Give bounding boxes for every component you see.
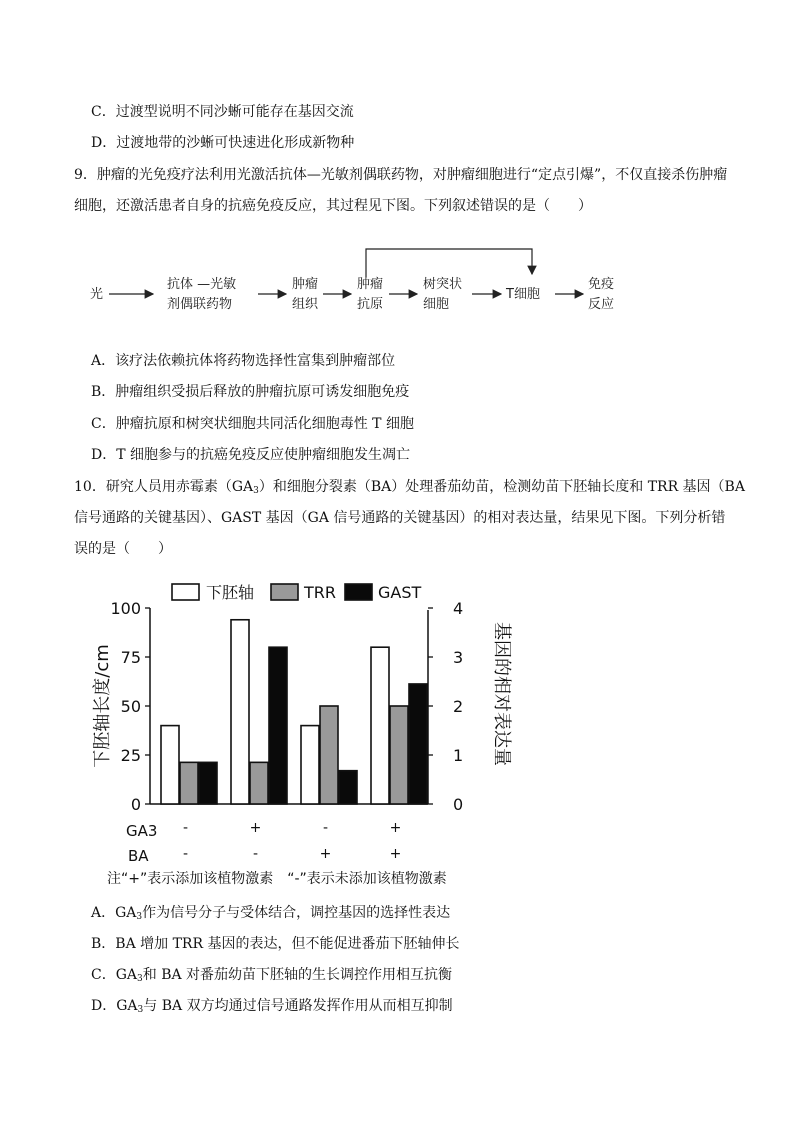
node-light: 光 bbox=[90, 287, 104, 302]
q10-option-c-sub: 3 bbox=[137, 974, 143, 984]
q10-option-a-sub: 3 bbox=[136, 912, 143, 922]
node-antigen-line2: 抗原 bbox=[357, 297, 384, 312]
q8-option-d: D．过渡地带的沙蜥可快速进化形成新物种 bbox=[91, 135, 355, 151]
left-tick-label: 100 bbox=[110, 599, 141, 618]
q10-option-b: B．BA 增加 TRR 基因的表达，但不能促进番茄下胚轴伸长 bbox=[91, 936, 460, 952]
q10-option-c bbox=[91, 965, 452, 985]
q10-stem-line1-a: 10．研究人员用赤霉素（GA bbox=[74, 479, 254, 495]
node-immune-line2: 反应 bbox=[588, 297, 615, 312]
q9-option-d: D．T 细胞参与的抗癌免疫反应使肿瘤细胞发生凋亡 bbox=[91, 447, 411, 463]
bar-trr bbox=[320, 706, 338, 804]
node-immune-line1: 免疫 bbox=[588, 277, 615, 292]
bar-gast bbox=[409, 684, 427, 804]
left-tick-label: 50 bbox=[120, 697, 141, 716]
node-drug-line1: 抗体 —光敏 bbox=[167, 277, 237, 292]
q10-stem-line3: 误的是（ ） bbox=[74, 541, 172, 557]
ba-sign: + bbox=[319, 846, 332, 862]
right-tick-label: 3 bbox=[453, 648, 464, 667]
bars bbox=[161, 620, 427, 804]
ga3-sign: - bbox=[322, 820, 329, 836]
left-tick-label: 75 bbox=[120, 648, 141, 667]
bar-trr bbox=[180, 762, 198, 804]
node-antigen-line1: 肿瘤 bbox=[357, 277, 384, 292]
q10-stem-line1-sub: 3 bbox=[253, 486, 259, 496]
ga3-sign: + bbox=[249, 820, 262, 836]
bar-hypocotyl bbox=[371, 647, 389, 804]
q10-stem-line1-b: ）和细胞分裂素（BA）处理番茄幼苗，检测幼苗下胚轴长度和 TRR 基因（BA bbox=[258, 479, 745, 495]
bar-hypocotyl bbox=[231, 620, 249, 804]
ga3-sign: + bbox=[389, 820, 402, 836]
left-ticks bbox=[110, 599, 150, 814]
row-label-ga3: GA3 bbox=[126, 822, 158, 840]
q10-option-d-sub: 3 bbox=[137, 1005, 144, 1015]
bar-gast bbox=[339, 771, 357, 804]
row-label-ba: BA bbox=[128, 847, 149, 865]
q10-option-c-pre: C．GA bbox=[91, 967, 138, 983]
right-tick-label: 0 bbox=[453, 795, 464, 814]
node-dendritic-line2: 细胞 bbox=[423, 297, 450, 312]
chart-note: 注“+”表示添加该植物激素 “-”表示未添加该植物激素 bbox=[107, 871, 447, 887]
legend-label-hypocotyl: 下胚轴 bbox=[206, 583, 255, 602]
q10-option-d-post: 与 BA 双方均通过信号通路发挥作用从而相互抑制 bbox=[143, 998, 453, 1014]
bar-gast bbox=[269, 647, 287, 804]
bar-trr bbox=[250, 762, 268, 804]
q9-stem-line2: 细胞，还激活患者自身的抗癌免疫反应，其过程见下图。下列叙述错误的是（ ） bbox=[74, 198, 592, 214]
left-tick-label: 25 bbox=[120, 746, 141, 765]
q9-option-a: A．该疗法依赖抗体将药物选择性富集到肿瘤部位 bbox=[91, 353, 396, 369]
node-tcell: T细胞 bbox=[506, 287, 540, 302]
q10-option-d bbox=[91, 996, 453, 1016]
legend-swatch-gast bbox=[345, 584, 372, 600]
ba-sign: - bbox=[252, 846, 259, 862]
right-ticks bbox=[428, 599, 463, 814]
right-axis-title: 基因的相对表达量 bbox=[491, 622, 512, 766]
bar-trr bbox=[390, 706, 408, 804]
treatment-signs bbox=[183, 820, 401, 862]
q10-option-a bbox=[91, 903, 450, 923]
node-dendritic-line1: 树突状 bbox=[423, 277, 463, 292]
ba-sign: - bbox=[182, 846, 189, 862]
q10-option-a-post: 作为信号分子与受体结合，调控基因的选择性表达 bbox=[142, 905, 451, 921]
legend-label-gast: GAST bbox=[378, 583, 422, 602]
bar-hypocotyl bbox=[301, 726, 319, 804]
bar-hypocotyl bbox=[161, 726, 179, 804]
right-tick-label: 1 bbox=[453, 746, 464, 765]
legend-label-trr: TRR bbox=[304, 583, 337, 602]
legend-swatch-hypocotyl bbox=[172, 584, 199, 600]
node-drug-line2: 剂偶联药物 bbox=[167, 297, 233, 312]
q9-option-b: B．肿瘤组织受损后释放的肿瘤抗原可诱发细胞免疫 bbox=[91, 384, 410, 400]
right-tick-label: 4 bbox=[453, 599, 464, 618]
left-tick-label: 0 bbox=[130, 795, 141, 814]
q9-option-c: C．肿瘤抗原和树突状细胞共同活化细胞毒性 T 细胞 bbox=[91, 416, 414, 432]
legend-swatch-trr bbox=[271, 584, 298, 600]
ba-sign: + bbox=[389, 846, 402, 862]
q10-option-c-post: 和 BA 对番茄幼苗下胚轴的生长调控作用相互抗衡 bbox=[142, 967, 453, 983]
ga3-sign: - bbox=[182, 820, 189, 836]
node-tumor-tissue-line2: 组织 bbox=[292, 297, 319, 312]
q10-option-a-pre: A．GA bbox=[91, 905, 137, 921]
right-tick-label: 2 bbox=[453, 697, 464, 716]
bar-gast bbox=[199, 762, 217, 804]
q9-stem-line1: 9．肿瘤的光免疫疗法利用光激活抗体—光敏剂偶联药物，对肿瘤细胞进行“定点引爆”，不仅直接杀伤肿瘤 bbox=[74, 167, 728, 183]
left-axis-title: 下胚轴长度/cm bbox=[92, 644, 113, 768]
q10-stem-line2: 信号通路的关键基因）、GAST 基因（GA 信号通路的关键基因）的相对表达量，结果见下图。下列分析错 bbox=[74, 510, 726, 526]
q10-option-d-pre: D．GA bbox=[91, 998, 138, 1014]
q8-option-c: C．过渡型说明不同沙蜥可能存在基因交流 bbox=[91, 104, 354, 120]
node-tumor-tissue-line1: 肿瘤 bbox=[292, 277, 319, 292]
